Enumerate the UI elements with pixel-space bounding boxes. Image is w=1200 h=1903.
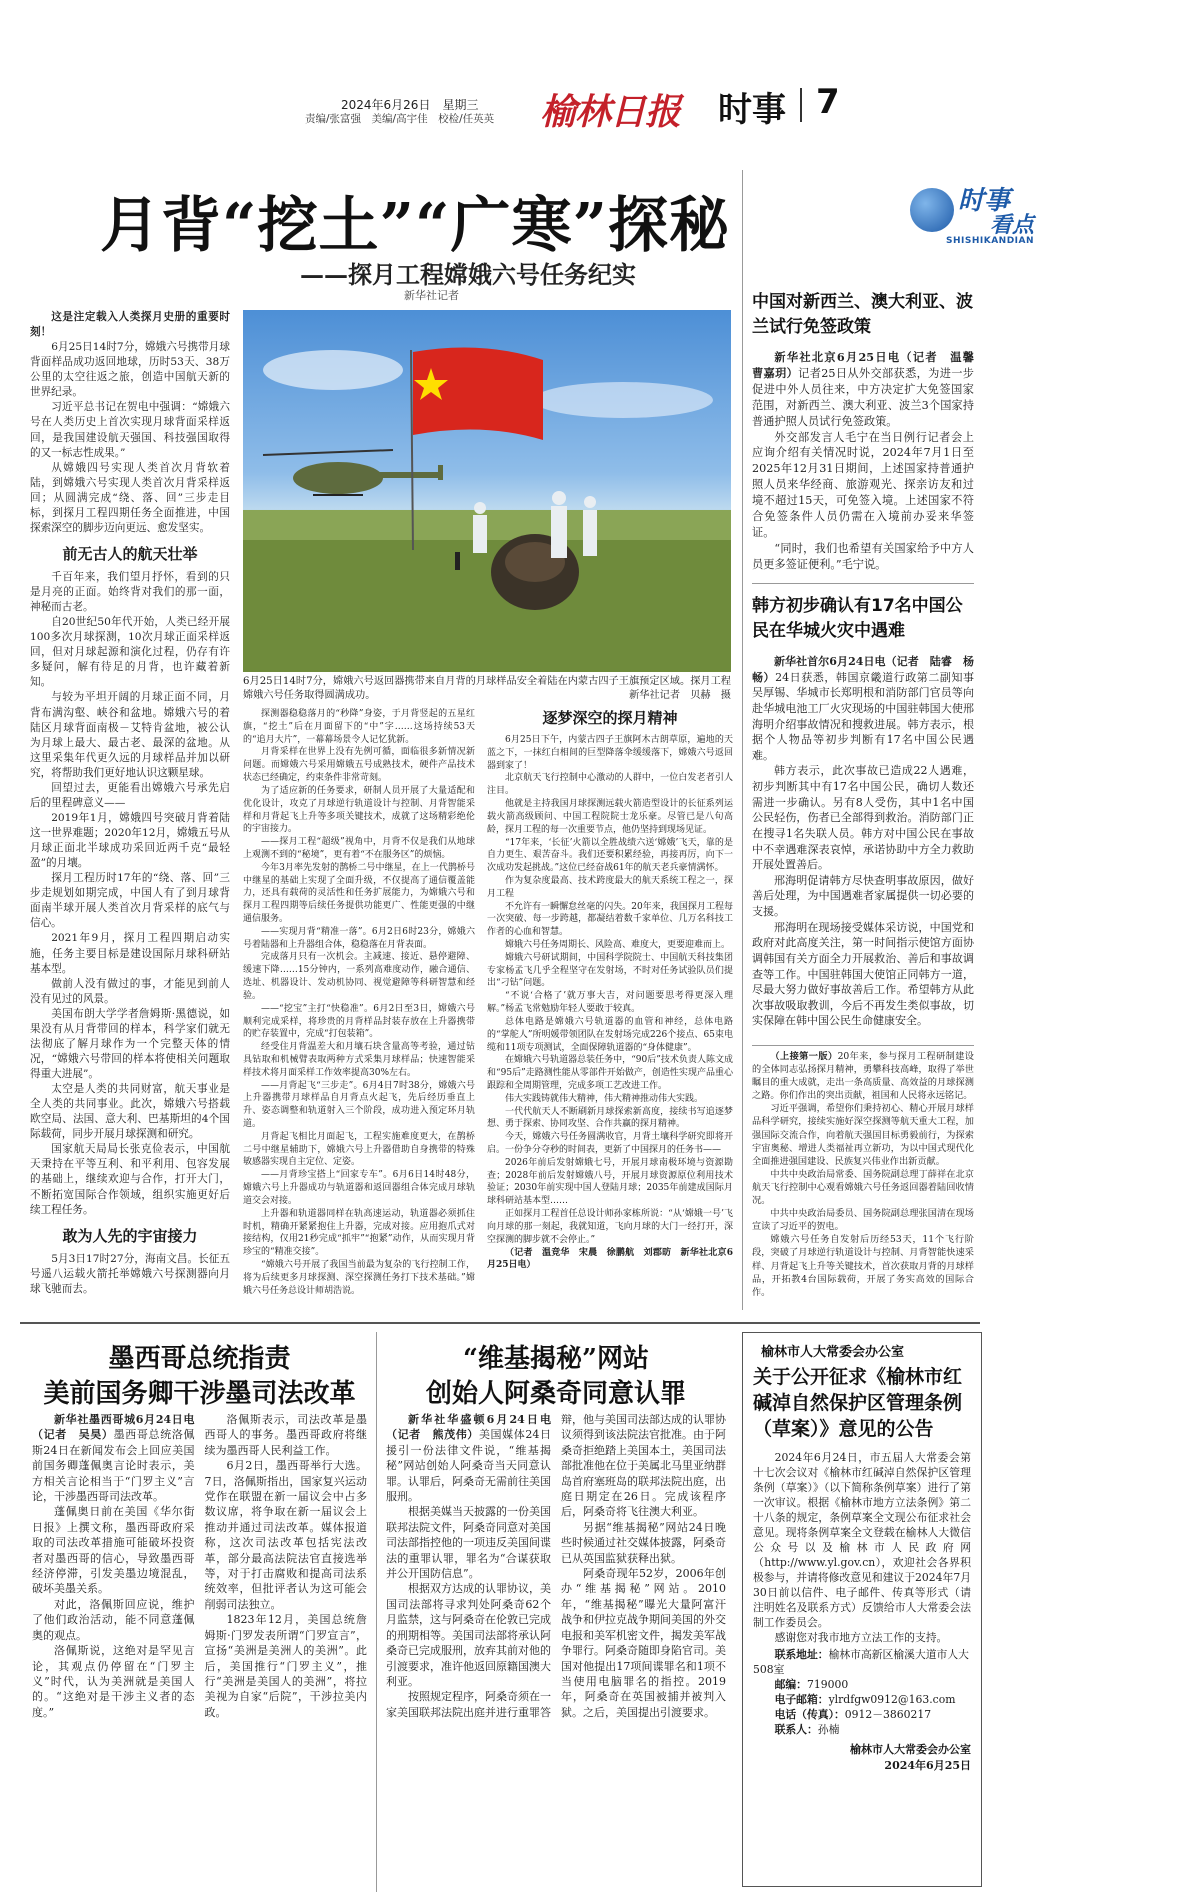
helicopter-shape (263, 450, 443, 495)
main-col3-s3-p3: “17年来，‘长征’火箭以全胜战绩六送‘嫦娥’飞天，靠的是自力更生、艰苦奋斗。我们还要积累经验，再接再厉，向下一次成功发起挑战。”这位已经奋战61年的航天老兵豪情满怀。 (487, 837, 733, 874)
main-col3-s3-p2: 他就是主持我国月球探测远载火箭造型设计的长征系列运载火箭高级顾问、中国工程院院士龙乐豪。尽管已是八旬高龄，探月工程的每一次重要节点，他仍坚持到现场见证。 (487, 799, 733, 835)
postcode-value: 719000 (806, 1678, 849, 1691)
right1-body (752, 350, 986, 573)
main-article-title: 月背“挖土”“广寒”探秘 (100, 191, 731, 261)
bottom2-body (386, 1412, 726, 1882)
main-col3-cont-p5: 在嫦娥六号轨道器总装任务中，“90后”技术负责人陈文成和“95后”走路测性能从零部件开始做产，创造性实现产品重心跟踪和全周期管理，完成多项工艺改进工作。 (487, 1055, 733, 1091)
main-col2-p10: 月背起飞相比月面起飞，工程实施难度更大，在鹊桥二号中继星辅助下，嫦娥六号上升器借助自身携带的特殊敏感器实现自主定位、定姿。 (243, 1131, 475, 1168)
bottom1-title-2: 美前国务卿干涉墨司法改革 (43, 1379, 356, 1409)
bottom1-lead: 新华社墨西哥城6月24日电（记者 吴昊） (32, 1413, 195, 1442)
bottom1-p1: 蓬佩奥日前在美国《华尔街日报》上撰文称，墨西哥政府采取的司法改革措施可能破坏投资者对墨西哥的信心，导致墨西哥经济停滞，引发美墨边境混乱，破坏美墨关系。 (32, 1505, 195, 1596)
caption-text: 6月25日14时7分，嫦娥六号返回器携带来自月背的月球样品安全着陆在内蒙古四子王旗预定区域。探月工程嫦娥六号任务取得圆满成功。 (243, 676, 731, 701)
notice-contacts (753, 1647, 971, 1737)
right1-p0: 记者25日从外交部获悉，为进一步促进中外人员往来，中方决定扩大免签国家范围，对新西兰、澳大利亚、波兰3个国家持普通护照人员试行免签政策。 (752, 366, 974, 428)
bottom2-p5: 阿桑奇现年52岁，2006年创办“维基揭秘”网站。2010年，“维基揭秘”曝光大量阿富汗战争和伊拉克战争期间美国的外交电报和美军机密文件，揭发美军战争罪行。阿桑奇随即身陷官司。美国对他提出17项间谍罪名和1项不当使用电脑罪名的指控。2019年，阿桑奇在英国被捕并被判入狱。之后，美国提出引渡要求。 (561, 1567, 726, 1719)
main-col3-cont-p1: 嫦娥六号任务周期长、风险高、难度大，更要迎难而上。 (505, 940, 731, 950)
right2-p0: 24日获悉，韩国京畿道行政第二副知事吴厚锡、华城市长郑明根和消防部门官员等向赴华城电池工厂火灾现场的中国驻韩国大使邢海明介绍事故情况和搜救进展。韩方表示，根据个人物品等初步判断有17名中国公民遇难。 (752, 670, 975, 762)
section-name: 时事 (718, 90, 786, 130)
main-col1-s1-p3: 回望过去，更能看出嫦娥六号承先启后的里程碑意义—— (30, 781, 230, 809)
page-number: 7 (816, 82, 840, 122)
main-article-subtitle: ——探月工程嫦娥六号任务纪实 (300, 260, 636, 289)
logo-pinyin: SHISHIKANDIAN (946, 236, 1035, 246)
right2-body (752, 654, 974, 1029)
bottom1-p0: 墨西哥总统洛佩斯24日在新闻发布会上回应美国前国务卿蓬佩奥言论时表示，美方相关言论相当于“门罗主义”言论，干涉墨西哥司法改革。 (32, 1428, 195, 1504)
main-col1-s1-p8: 美国布朗大学学者詹姆斯·黑德说，如果没有从月背带回的样本，科学家们就无法彻底了解月球作为一个完整天体的情况，“嫦娥六号带回的样本将使相关问题取得重大进展”。 (30, 1007, 230, 1080)
right1-lead: 新华社北京6月25日电（记者 温馨 曹嘉玥） (752, 350, 986, 380)
main-col2-p3: ——探月工程“超级”视角中，月背不仅是我们从地球上观测不到的“秘境”，更有着“不在服务区”的烦恼。 (243, 837, 475, 860)
bottom2-title-2: 创始人阿桑奇同意认罪 (425, 1379, 686, 1409)
main-col2 (243, 708, 475, 1297)
notice-sign-date: 2024年6月25日 (884, 1759, 971, 1772)
main-col1-p3: 从嫦娥四号实现人类首次月背软着陆，到嫦娥六号实现人类首次月背采样返回；从圆满完成“绕、落、回”三步走目标，到探月工程四期任务全面推进，中国探索深空的脚步迈向更远、愈发坚实。 (30, 461, 230, 534)
notice-p0: 2024年6月24日，市五届人大常委会第十七次会议对《榆林市红碱淖自然保护区管理条例（草案）》（以下简称条例草案）进行了第一次审议。根据《榆林市地方立法条例》第二十八条的规定，条例草案全文现公布征求社会意见。现将条例草案全文登载在榆林人大微信公众号以及榆林市人民政府网（http://www.yl.gov.cn），欢迎社会各界积极参与，并请将修改意见和建议于2024年7月30日前以信件、电子邮件、传真等形式（请注明姓名及联系方式）反馈给市人大常委会法制工作委员会。 (753, 1451, 971, 1629)
bottom2-p2: 根据双方达成的认罪协议，美国司法部将寻求判处阿桑奇62个月监禁，这与阿桑奇在伦敦已完成的刑期相等。美国司法部将承认阿桑奇已完成服刑，放弃其前对他的引渡要求，准许他返回原籍国澳大利亚。 (386, 1582, 551, 1688)
postcode-label: 邮编： (774, 1678, 807, 1691)
main-col1-s1-p5: 探月工程历时17年的“绕、落、回”三步走规划如期完成，中国人有了到月球背面南半球开展人类首次月背采样的底气与信心。 (30, 872, 230, 930)
right2-p2: 邢海明促请韩方尽快查明事故原因，做好善后处理，为中国遇难者家属提供一切必要的支援。 (752, 873, 974, 918)
person-value: 孙楠 (817, 1723, 840, 1736)
right3-p0: 20年来，参与探月工程研制建设的全体同志弘扬探月精神，勇攀科技高峰，取得了举世瞩目的重大成就，走出一条高质量、高效益的月球探测之路。你们作出的突出贡献，祖国和人民将永远铭记。 (752, 1051, 974, 1102)
main-col2-p6: 完成落月只有一次机会。主减速、接近、悬停避障、缓速下降……15分钟内，一系列高难度动作，融合通信、选址、机器设计、发动机协同、视觉避障等科研智慧和经验。 (243, 952, 475, 1001)
main-article-end-credit: （记者 温竞华 宋晨 徐鹏航 刘郡昉 新华社北京6月25日电） (487, 1247, 733, 1271)
photo-credit: 新华社记者 贝赫 摄 (629, 690, 731, 701)
main-col2-p12: 上升器和轨道器同样在轨高速运动，轨道器必须抓住时机，精确开紧紧抱住上升器，完成对接。应用抱爪式对接结构，仅用21秒完成“抓牢”“抱紧”动作，从而实现月背珍宝的“精准交接”。 (243, 1208, 475, 1258)
main-col2-p7: ——“挖宝”主打“快稳准”。6月2日至3日，嫦娥六号顺利完成采样，将珍贵的月背样品封装存放在上升器携带的贮存装置中，完成“打包装箱”。 (243, 1003, 475, 1040)
main-col3-cont-p3: “不说‘合格了’就万事大吉，对问题要思考得更深入理解。”杨孟飞常勉励年轻人要敢于较真。 (487, 991, 733, 1015)
main-col1-s1-p2: 与较为平坦开阔的月球正面不同，月背布满沟壑、峡谷和盆地。嫦娥六号的着陆区月球背面南极－艾特肯盆地，被公认为月球上最大、最古老、最深的盆地。从这里采集年代更久远的月球样品并加以研究，将帮助我们更好地认识这颗星球。 (30, 691, 230, 779)
main-col2-p4: 今年3月率先发射的鹊桥二号中继星，在上一代鹊桥号中继星的基础上实现了全面升级，不仅提高了通信覆盖能力，还具有载荷的灵活性和任务扩展能力，为嫦娥六号和探月工程四期等后续任务提供功能更广、性能更强的中继通信服务。 (243, 862, 475, 924)
right2-title: 韩方初步确认有17名中国公民在华城火灾中遇难 (752, 596, 963, 641)
main-col3-cont-p8: 今天，嫦娥六号任务圆满收官，月背土壤科学研究即将开启。一份争分夺秒的时间表，更新了中国探月的任务书—— (487, 1132, 733, 1155)
main-col3-cont-p0: 不允许有一瞬懈怠丝毫的闪失。20年来，我国探月工程每一次突破、每一步跨越，都凝结着数千家单位、几万名科技工作者的心血和智慧。 (487, 901, 733, 938)
main-col1-s1-p9: 太空是人类的共同财富，航天事业是全人类的共同事业。此次，嫦娥六号搭载欧空局、法国、意大利、巴基斯坦的4个国际载荷，同步开展月球探测和研究。 (30, 1083, 230, 1141)
landing-photo (243, 310, 731, 672)
bottom2-p3: 按照规定程序，阿桑奇须在一家美国联邦法院出庭并进行重罪答辩，他与美国司法部达成的认罪协议须得到该法院法官批准。由于阿桑奇拒绝踏上美国本土，美国司法部批准他在位于美属北马里亚纳群岛首府塞班岛的联邦法院出庭，出庭日期定在26日。完成该程序后，阿桑奇将飞往澳大利亚。 (386, 1413, 726, 1719)
main-col1-s1-p0: 千百年来，我们望月抒怀，看到的只是月亮的正面。始终背对我们的那一面，神秘而古老。 (30, 570, 230, 614)
bottom2-lead: 新华社华盛顿6月24日电（记者 熊茂伟） (386, 1413, 551, 1442)
bottom-divider-1 (376, 1332, 377, 1892)
right2-lead: 新华社首尔6月24日电（记者 陆睿 杨畅） (752, 655, 974, 684)
main-col2-p2: 为了适应新的任务要求，研制人员开展了大量适配和优化设计，攻克了月球逆行轨道设计与控制、月背智能采样和月背起飞上升等多项关键技术，成就了这场精彩绝伦的宇宙接力。 (243, 785, 475, 835)
bottom-rule (20, 1322, 980, 1324)
masthead (0, 70, 1200, 132)
logo-line1: 时事 (958, 186, 1011, 216)
notice-p1: 感谢您对我市地方立法工作的支持。 (774, 1631, 948, 1644)
address-label: 联系地址： (774, 1648, 829, 1661)
address-value: 榆林市高新区榆溪大道市人大508室 (753, 1648, 969, 1676)
right3-p2: 中共中央政治局常委、国务院副总理丁薛祥在北京航天飞行控制中心观看嫦娥六号任务返回器着陆回收情况。 (752, 1168, 974, 1207)
notice-issuer: 榆林市人大常委会办公室 (761, 1345, 905, 1360)
shishi-kandian-logo (906, 178, 1066, 248)
right3-p4: 嫦娥六号任务自发射后历经53天，11个飞行阶段，突破了月球逆行轨道设计与控制、月背智能快速采样、月背起飞上升等关键技术，首次获取月背的月球样品，开拓教4台国际载荷，开展了务实高效的国际合作。 (752, 1234, 974, 1298)
main-col3-cont-p10: 正如探月工程首任总设计师孙家栋所说：“从‘嫦娥一号’飞向月球的那一刻起，我就知道，飞向月球的大门一经打开，深空探测的脚步就不会停止。” (487, 1209, 733, 1245)
main-col1-s1-p1: 自20世纪50年代开始，人类已经开展100多次月球探测，10次月球正面采样返回，但对月球起源和演化过程，仍存有许多疑问，解有待足的月背，也许藏着新知。 (30, 616, 230, 689)
main-col2-p5: ——实现月背“精准一落”。6月2日6时23分，嫦娥六号着陆器和上升器组合体，稳稳落在月背表面。 (243, 926, 475, 950)
bottom2-p1: 根据美媒当天披露的一份美国联邦法院文件，阿桑奇同意对美国司法部指控他的一项违反美国间谍法的重罪认罪，罪名为“合谋获取并公开国防信息”。 (386, 1505, 551, 1581)
main-col1-p2: 习近平总书记在贺电中强调：“嫦娥六号在人类历史上首次实现月球背面采样返回，是我国建设航天强国、科技强国取得的又一标志性成果。” (30, 401, 230, 459)
person-label: 联系人： (774, 1723, 818, 1736)
main-col1-s1-p4: 2019年1月，嫦娥四号突破月背着陆这一世界难题；2020年12月，嫦娥五号从月球正面北半球成功采回近两千克“最轻盈”的月壤。 (30, 811, 230, 870)
main-col3-cont-p2: 嫦娥六号研试期间，中国科学院院士、中国航天科技集团专家杨孟飞几乎全程坚守在发射场，不时对任务试验队员们提出“刁钻”问题。 (487, 952, 733, 989)
photo-caption (243, 675, 731, 703)
right3-p3: 中共中央政治局委员、国务院副总理张国清在现场宣读了习近平的贺电。 (752, 1208, 974, 1233)
main-col1-s2-p0: 5月3日17时27分，海南文昌。长征五号遥八运载火箭托举嫦娥六号探测器向月球飞驰而去。 (30, 1252, 230, 1295)
masthead-date: 2024年6月26日 星期三 (341, 98, 479, 112)
right3-body (752, 1050, 974, 1299)
main-col2-p9: ——月背起飞“三步走”。6月4日7时38分，嫦娥六号上升器携带月球样品自月背点火起飞，先后经历垂直上升、姿态调整和轨道射入三个阶段，成功进入预定环月轨道。 (243, 1080, 475, 1129)
notice-sign-org: 榆林市人大常委会办公室 (850, 1743, 971, 1756)
fax-label: 电话（传真）： (774, 1708, 845, 1721)
main-col1 (30, 310, 230, 1297)
email-label: 电子邮箱： (774, 1693, 829, 1706)
main-col2-p13: “嫦娥六号开展了我国当前最为复杂的飞行控制工作，将为后续更多月球探测、深空探测任务打下技术基础。”嫦娥六号任务总设计师胡浩说。 (243, 1259, 475, 1296)
main-col3-cont-p7: 一代代航天人不断刷新月球探索新高度，接续书写追逐梦想、勇于探索、协同攻坚、合作共赢的探月精神。 (487, 1106, 733, 1130)
section-heading-1: 前无古人的航天壮举 (62, 544, 198, 563)
main-col3-cont-p4: 总体电路是嫦娥六号轨道器的血管和神经，总体电路的“掌舵人”所明媛带领团队在发射场完成226个接点、65束电缆和11项专项测试，全面保障轨道器的“身体健康”。 (487, 1016, 733, 1053)
notice-title: 关于公开征求《榆林市红碱淖自然保护区管理条例（草案）》意见的公告 (753, 1366, 963, 1440)
main-col3-s3-p1: 北京航天飞行控制中心激动的人群中，一位白发老者引人注目。 (487, 773, 733, 797)
photo-illustration (243, 310, 731, 672)
bottom1-p4: 洛佩斯表示，司法改革是墨西哥人的事务。墨西哥政府将继续为墨西哥人民利益工作。 (204, 1413, 367, 1457)
logo-line2: 看点 (990, 213, 1035, 238)
bottom1-p5: 6月2日，墨西哥举行大选。7日，洛佩斯指出，国家复兴运动党作在联盟在新一届议会中占多数议席，将争取在新一届议会上推动并通过司法改革。媒体报道称，这次司法改革包括宪法改革，部分最高法院法官直接选举等，对于打击腐败和提高司法系统效率，但批评者认为这可能会削弱司法独立。 (204, 1459, 367, 1611)
main-col1-s1-p7: 做前人没有做过的事，才能见到前人没有见过的风景。 (30, 977, 230, 1005)
right-divider-1 (752, 583, 974, 584)
main-col1-p0: 这是注定载入人类探月史册的重要时刻！ (30, 311, 230, 339)
section-heading-2: 敢为人先的宇宙接力 (62, 1226, 198, 1245)
bottom1-p2: 对此，洛佩斯回应说，维护了他们政治活动，能不同意蓬佩奥的观点。 (32, 1597, 195, 1642)
bottom2-p4: 另据“维基揭秘”网站24日晚些时候通过社交媒体披露，阿桑奇已从英国监狱获释出狱。 (561, 1520, 726, 1565)
section-heading-3: 逐梦深空的探月精神 (542, 709, 678, 727)
main-col3-cont-p9: 2026年前后发射嫦娥七号，开展月球南极环境与资源勘查；2028年前后发射嫦娥八号，开展月球资源原位利用技术验证；2030年前实现中国人登陆月球；2035年前建成国际月球科研站基本型…… (487, 1157, 733, 1207)
notice-box (742, 1332, 982, 1887)
main-col3-cont-p6: 伟大实践铸就伟大精神，伟大精神推动伟大实践。 (505, 1093, 704, 1104)
right2-p1: 韩方表示，此次事故已造成22人遇难，初步判断其中有17名中国公民，确切人数还需进一步确认。另有8人受伤，其中1名中国公民轻伤，伤者已全部得到救治。消防部门正在搜寻1名失联人员。韩方对中国公民在事故中不幸遇难深表哀悼，承诺协助中方全力救助开展处置善后。 (752, 764, 974, 872)
main-col3-s3-p0: 6月25日下午，内蒙古四子王旗阿木古朗草原，遍地的天蓝之下，一抹红白相间的巨型降落伞缓缓落下，嫦娥六号返回器到家了！ (487, 735, 733, 771)
bottom1-title-1: 墨西哥总统指责 (108, 1344, 291, 1374)
main-col2-p1: 月背采样在世界上没有先例可循，面临很多新情况新问题。而嫦娥六号采用嫦娥五号成熟技术，硬件产品技术状态已经确定，约束条件非常苛刻。 (243, 747, 475, 784)
section-divider (800, 88, 802, 122)
bottom1-p3: 洛佩斯说，这绝对是罕见言论，其观点仍停留在“门罗主义”时代，认为美洲就是美国人的。“这绝对是干涉主义者的态度。” (32, 1644, 195, 1719)
main-col2-p8: 经受住月背温差大和月壤石块含量高等考验，通过钻具钻取和机械臂表取两种方式采集月球样品；快速智能采样技术将月面采样工作效率提高30%左右。 (243, 1042, 475, 1078)
bottom2-title-1: “维基揭秘”网站 (463, 1344, 649, 1374)
right-column-divider (742, 170, 743, 1310)
right1-title: 中国对新西兰、澳大利亚、波兰试行免签政策 (752, 292, 973, 337)
right3-p1: 习近平强调，希望你们秉持初心、精心开展月球样品科学研究，接续实施好深空探测等航天重大工程，加强国际交流合作，向着航天强国目标勇毅前行，为探索宇宙奥秘、增进人类福祉再立新功，为以中国式现代化全面推进强国建设、民族复兴伟业作出新贡献。 (752, 1103, 974, 1167)
main-col3-s3-p4: 作为复杂度最高、技术跨度最大的航天系统工程之一，探月工程 (487, 875, 733, 899)
bottom1-p6: 1823年12月，美国总统詹姆斯·门罗发表所谓“门罗宣言”，宣扬“美洲是美洲人的美洲”。此后，美国推行“门罗主义”，推行“美洲是美国人的美洲”，将拉美视为自家“后院”，干涉拉美内政。 (204, 1613, 367, 1719)
paper-name-logo: 榆林日报 (540, 91, 681, 133)
right1-p1: 外交部发言人毛宁在当日例行记者会上应询介绍有关情况时说，2024年7月1日至2025年12月31日期间，上述国家持普通护照人员来华经商、旅游观光、探亲访友和过境不超过15天，可免签入境。上述国家不符合免签条件人员仍需在入境前办妥来华签证。 (752, 430, 974, 539)
right1-p2: “同时，我们也希望有关国家给予中方人员更多签证便利。”毛宁说。 (752, 541, 974, 571)
main-col3 (487, 708, 733, 1272)
right-divider-2 (752, 1045, 974, 1046)
main-col1-s1-p6: 2021年9月，探月工程四期启动实施，任务主要目标是建设国际月球科研站基本型。 (30, 932, 230, 975)
main-col2-p11: ——月背珍宝搭上“回家专车”。6月6日14时48分，嫦娥六号上升器成功与轨道器和返回器组合体完成月球轨道交会对接。 (243, 1170, 475, 1206)
bottom1-body (32, 1412, 367, 1882)
main-col1-s1-p10: 国家航天局局长张克俭表示，中国航天秉持在平等互利、和平利用、包容发展的基础上，继续欢迎与合作，打开大门，不断拓宽国际合作领域，组织实施更好后续工程任务。 (30, 1143, 230, 1216)
masthead-editors: 责编/张富强 美编/高宇佳 校检/任英英 (305, 113, 495, 125)
right3-lead: （上接第一版） (770, 1051, 838, 1062)
globe-icon (910, 188, 954, 232)
main-col2-p0: 探测器稳稳落月的“秒降”身姿，于月背竖起的五星红旗，“挖土”后在月面留下的“中”字……这场持续53天的“追月大片”，一幕幕场景令人记忆犹新。 (243, 709, 475, 745)
bottom2-p0: 美国媒体24日援引一份法律文件说，“维基揭秘”网站创始人阿桑奇当天同意认罪。认罪后，阿桑奇无需前往美国服刑。 (386, 1428, 552, 1504)
main-article-byline: 新华社记者 (404, 289, 459, 302)
main-col1-p1: 6月25日14时7分，嫦娥六号携带月球背面样品成功返回地球，历时53天、38万公里的太空往返之旅，创造中国航天新的世界纪录。 (30, 341, 230, 399)
right2-p3: 邢海明在现场接受媒体采访说，中国党和政府对此高度关注，第一时间指示使馆方面协调韩国有关方面全力开展救治、善后和事故调查等工作。中国驻韩国大使馆正同韩方一道，尽最大努力做好事故善后工作。希望韩方从此次事故吸取教训，今后不再发生类似事故，切实保障在韩中国公民生命健康安全。 (752, 920, 974, 1028)
fax-value: 0912－3860217 (844, 1708, 932, 1721)
email-value[interactable]: ylrdfgw0912@163.com (828, 1693, 956, 1706)
